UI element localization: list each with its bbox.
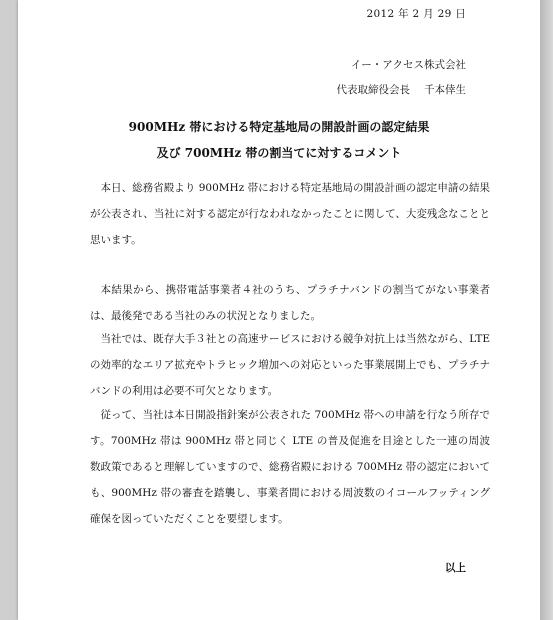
company-name: イー・アクセス株式会社 — [350, 59, 466, 71]
closing-mark: 以上 — [445, 562, 466, 574]
body-paragraph-3: 当社では、既存大手３社との高速サービスにおける競争対抗上は当然ながら、LTE の効率的なエリア拡充やトラヒック増加への対応といった事業展開上でも、プラチナバンドの利用は必要不可欠となります。 — [90, 333, 490, 397]
representative-name: 千本倖生 — [424, 84, 466, 96]
body-paragraph-1: 本日、総務省殿より 900MHz 帯における特定基地局の開設計画の認定申請の結果が公表され、当社に対する認定が行なわれなかったことに関して、大変残念なことと思います。 — [90, 182, 490, 246]
document-page — [18, 0, 540, 620]
body-paragraph-2: 本結果から、携帯電話事業者４社のうち、プラチナバンドの割当てがない事業者は、最後発である当社のみの状況となりました。 — [90, 284, 490, 322]
representative-title: 代表取締役会長 — [336, 84, 410, 96]
document-date: 2012 年 2 月 29 日 — [366, 8, 466, 20]
representative-line — [337, 82, 467, 97]
viewer-scroll-edge — [540, 0, 553, 620]
body-paragraph-4: 従って、当社は本日開設指針案が公表された 700MHz 帯への申請を行なう所存です。700MHz 帯は 900MHz 帯と同じく LTE の普及促進を目途とした一連の周波数政策であると理解していますので、総務省殿における 700MHz 帯の認定においても、900MHz 帯の審査を踏襲し、事業者間における周波数のイコールフッティング確保を図っていただくことを要望します。 — [90, 409, 490, 525]
document-title-line-2: 及び 700MHz 帯の割当てに対するコメント — [156, 146, 402, 160]
document-title-line-1: 900MHz 帯における特定基地局の開設計画の認定結果 — [128, 120, 430, 134]
